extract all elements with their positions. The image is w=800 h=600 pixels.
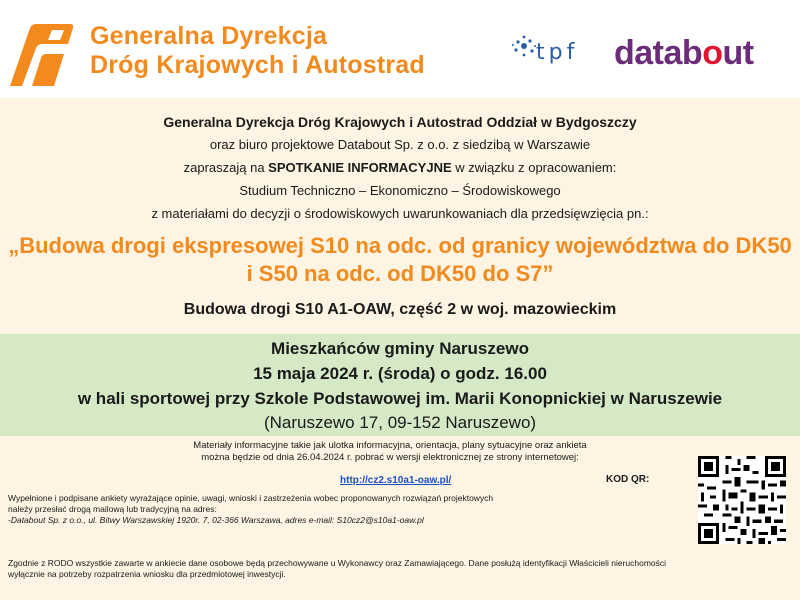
intro-organizer: Generalna Dyrekcja Dróg Krajowych i Autostrad Oddział w Bydgoszczy bbox=[163, 114, 637, 130]
survey-line2: należy przesłać drogą mailową lub tradycyjną na adres: bbox=[8, 504, 217, 514]
intro-invitation bbox=[0, 160, 800, 175]
tpf-wordmark: tpf bbox=[536, 40, 579, 65]
survey-address: -Databout Sp. z o.o., ul. Bitwy Warszawskiej 1920r. 7, 02-366 Warszawa, adres e-mail: S10cz2@s10a1-oaw.pl bbox=[8, 515, 424, 525]
org-name bbox=[90, 22, 425, 80]
project-title-line2: i S50 na odc. od DK50 do S7” bbox=[246, 261, 554, 286]
project-title bbox=[0, 232, 800, 288]
rodo-line2: wyłącznie na potrzeby rozpatrzenia wniosku dla przedmiotowej inwestycji. bbox=[8, 569, 286, 579]
project-title-line1: „Budowa drogi ekspresowej S10 na odc. od granicy województwa do DK50 bbox=[8, 233, 792, 258]
qr-code-icon[interactable] bbox=[698, 456, 786, 544]
materials-info bbox=[150, 440, 630, 464]
databout-logo bbox=[614, 34, 754, 73]
rodo-line1: Zgodnie z RODO wszystkie zawarte w ankiecie dane osobowe będą przechowywane u Wykonawcy oraz Zamawiającego. Dane posłużą identyfikacji Właścicieli nieruchomości bbox=[8, 558, 667, 568]
meeting-date: 15 maja 2024 r. (środa) o godz. 16.00 bbox=[253, 364, 547, 383]
invitation-pre: zapraszają na bbox=[183, 160, 269, 175]
materials-line1: Materiały informacyjne takie jak ulotka informacyjna, orientacja, plany sytuacyjne oraz ankieta bbox=[193, 440, 587, 451]
materials-line2: można będzie od dnia 26.04.2024 r. pobrać w wersji elektronicznej ze strony internetowej: bbox=[201, 452, 579, 463]
survey-line1: Wypełnione i podpisane ankiety wyrażające opinie, uwagi, wnioski i zastrzeżenia wobec proponowanych rozwiązań projektowych bbox=[8, 493, 494, 503]
gddkia-logo-icon bbox=[8, 22, 76, 88]
meeting-venue: w hali sportowej przy Szkole Podstawowej im. Marii Konopnickiej w Naruszewie bbox=[77, 389, 723, 408]
meeting-audience: Mieszkańców gminy Naruszewo bbox=[271, 339, 529, 358]
invitation-bold: SPOTKANIE INFORMACYJNE bbox=[268, 160, 452, 175]
qr-label: KOD QR: bbox=[606, 474, 650, 485]
org-name-line2: Dróg Krajowych i Autostrad bbox=[90, 51, 425, 79]
intro-study: Studium Techniczno – Ekonomiczno – Środowiskowego bbox=[239, 183, 561, 198]
org-name-line1: Generalna Dyrekcja bbox=[90, 22, 328, 50]
databout-globe-o: o bbox=[702, 34, 723, 72]
intro-materials: z materiałami do decyzji o środowiskowych uwarunkowaniach dla przedsięwzięcia pn.: bbox=[151, 206, 649, 221]
survey-info bbox=[8, 493, 608, 526]
project-subtitle: Budowa drogi S10 A1-OAW, część 2 w woj. mazowieckim bbox=[183, 301, 617, 318]
intro-partner: oraz biuro projektowe Databout Sp. z o.o. z siedzibą w Warszawie bbox=[209, 137, 591, 152]
materials-link[interactable]: http://cz2.s10a1-oaw.pl/ bbox=[340, 475, 452, 486]
databout-text-pre: datab bbox=[614, 34, 703, 72]
rodo-notice bbox=[8, 558, 798, 580]
header bbox=[0, 0, 800, 98]
databout-text-post: ut bbox=[722, 34, 754, 72]
invitation-post: w związku z opracowaniem: bbox=[451, 160, 617, 175]
meeting-address: (Naruszewo 17, 09-152 Naruszewo) bbox=[263, 413, 537, 432]
